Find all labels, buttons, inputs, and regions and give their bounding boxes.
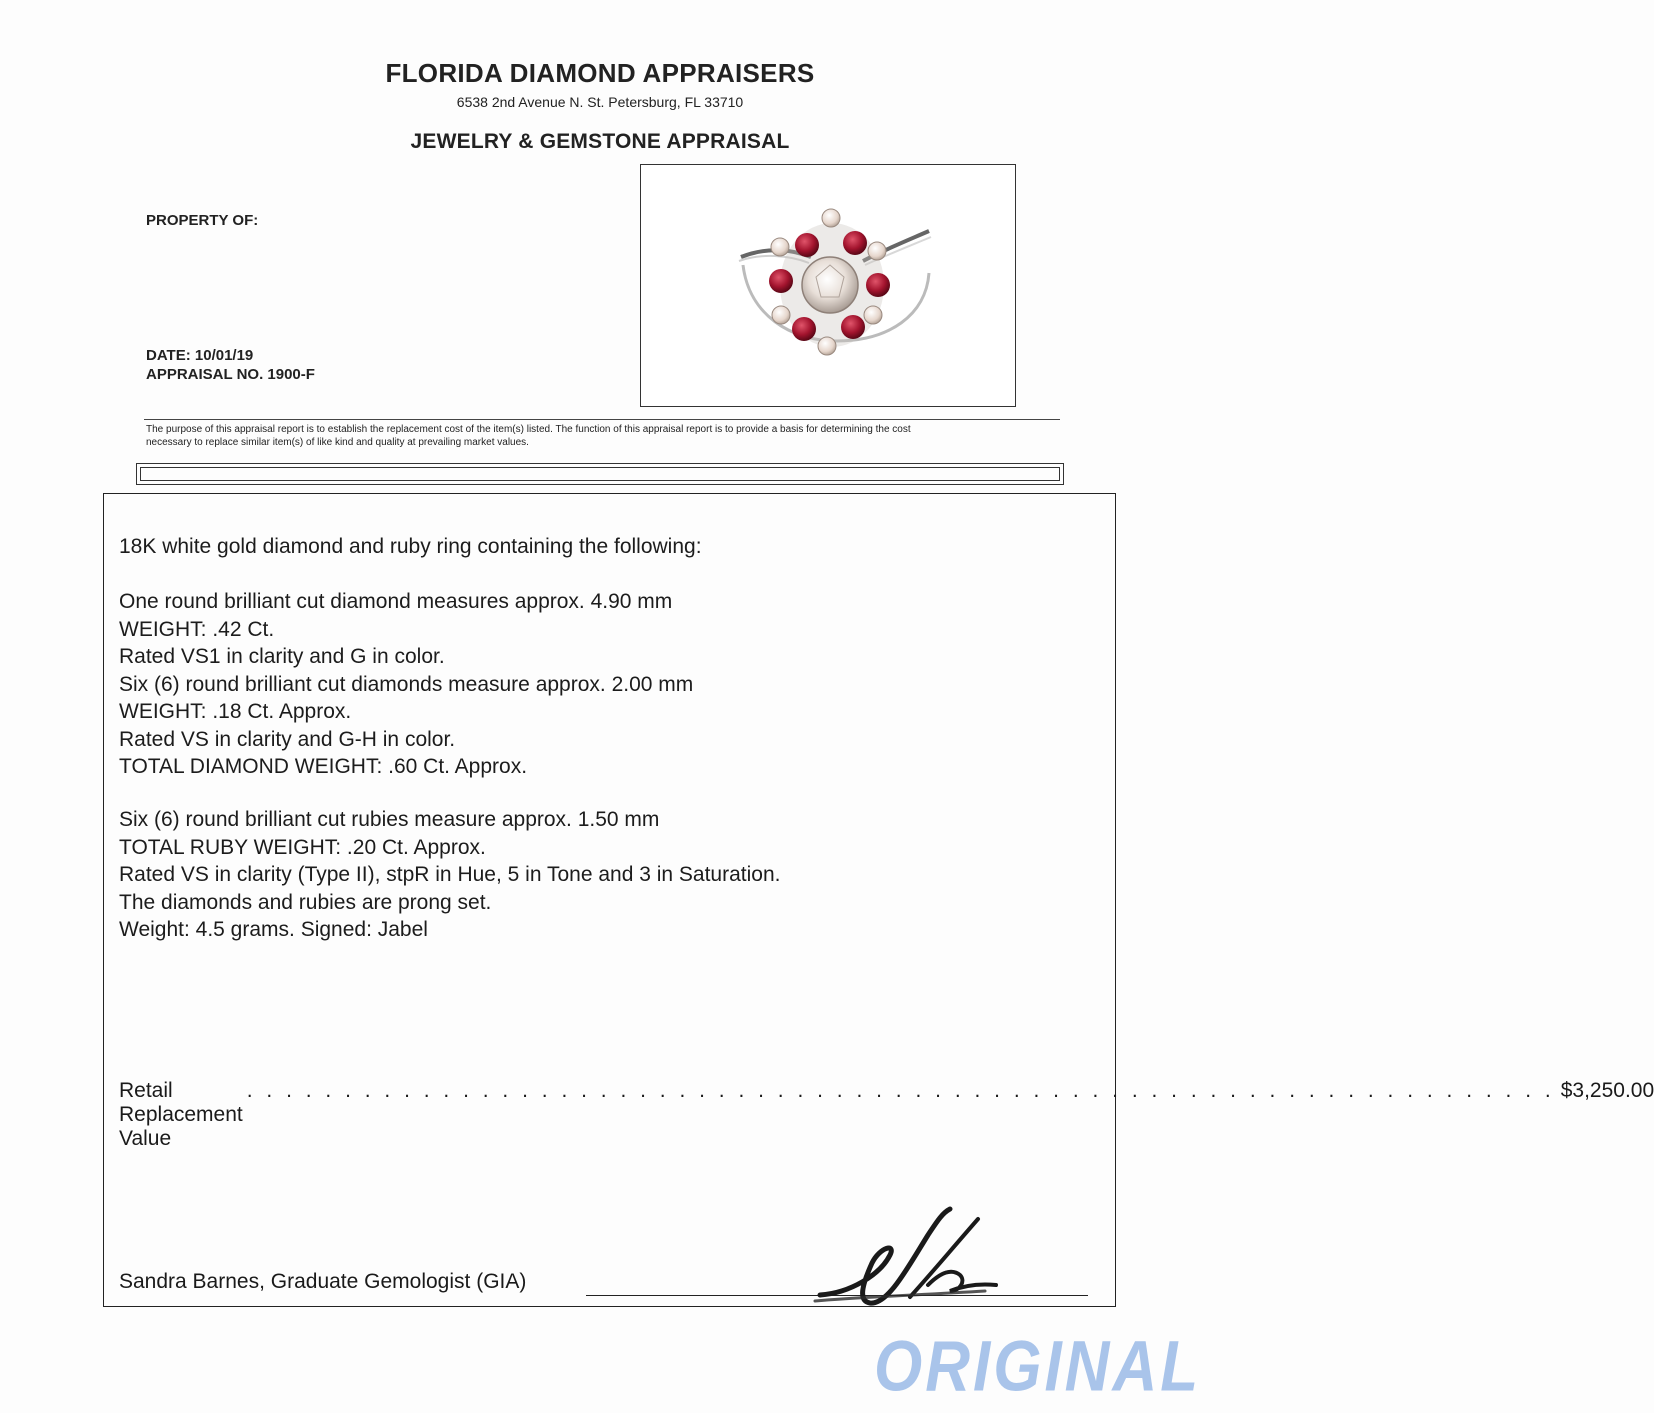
detail-line: WEIGHT: .18 Ct. Approx. [119,700,352,723]
detail-line: Six (6) round brilliant cut rubies measure approx. 1.50 mm [119,808,660,831]
diamond-details [119,588,693,781]
value-amount: $3,250.00 [1560,1079,1654,1102]
double-rule-box [136,463,1064,485]
handwritten-signature [810,1205,1000,1310]
purpose-line: necessary to replace similar item(s) of like kind and quality at prevailing market values. [146,437,529,448]
detail-line: Weight: 4.5 grams. Signed: Jabel [119,918,428,941]
detail-line: WEIGHT: .42 Ct. [119,617,275,641]
detail-line: The diamonds and rubies are prong set. [119,890,492,914]
leader-dots: . . . . . . . . . . . . . . . . . . . . . . . . . . . . . . . . . . . . . . . . . . . . . . . . . . . . . . . . . . . . . . . . . . . [246,1079,1555,1102]
divider-rule [144,419,1060,420]
detail-line: Six (6) round brilliant cut diamonds measure approx. 2.00 mm [119,672,694,696]
appraisal-number: APPRAISAL NO. 1900-F [146,366,315,383]
appraiser-name: Sandra Barnes, Graduate Gemologist (GIA) [119,1270,527,1293]
detail-line: One round brilliant cut diamond measures approx. 4.90 mm [119,590,673,613]
value-label: Retail Replacement Value [119,1079,243,1150]
original-stamp: ORIGINAL [874,1327,1202,1407]
document-title: JEWELRY & GEMSTONE APPRAISAL [410,130,790,153]
detail-line: Rated VS1 in clarity and G in color. [119,645,445,668]
ruby-details [119,806,780,944]
item-intro: 18K white gold diamond and ruby ring containing the following: [119,535,702,558]
property-of-label: PROPERTY OF: [146,212,259,229]
detail-line: TOTAL RUBY WEIGHT: .20 Ct. Approx. [119,835,486,859]
company-address: 6538 2nd Avenue N. St. Petersburg, FL 33710 [456,94,744,110]
date-field: DATE: 10/01/19 [146,347,254,364]
ring-photo [640,164,1016,407]
detail-line: Rated VS in clarity and G-H in color. [119,727,456,751]
detail-line: TOTAL DIAMOND WEIGHT: .60 Ct. Approx. [119,755,528,778]
ring-image [641,165,1014,405]
purpose-statement [146,423,1066,449]
company-name: FLORIDA DIAMOND APPRAISERS [385,58,815,88]
detail-line: Rated VS in clarity (Type II), stpR in Hue, 5 in Tone and 3 in Saturation. [119,863,781,886]
purpose-line: The purpose of this appraisal report is to establish the replacement cost of the item(s) listed. The function of this appraisal report is to provide a basis for determining the cost [146,424,911,435]
replacement-value-line [119,1079,1654,1151]
